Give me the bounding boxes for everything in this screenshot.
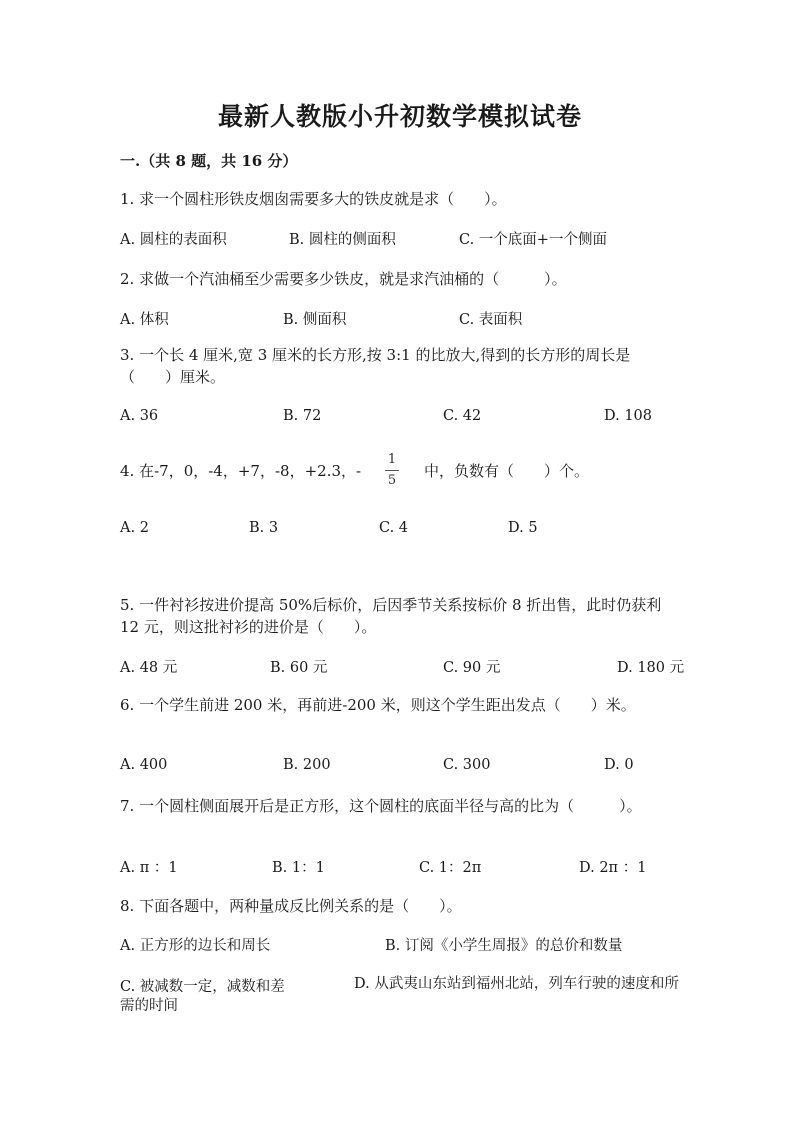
question-2: 2. 求做一个汽油桶至少需要多少铁皮，就是求汽油桶的（ ）。 [120,270,567,288]
exam-title: 最新人教版小升初数学模拟试卷 [217,102,582,131]
q4-option-d: D. 5 [508,520,538,536]
q5-option-d: D. 180 元 [617,660,685,676]
fraction-denominator: 5 [387,473,397,488]
q2-option-c: C. 表面积 [459,312,523,328]
q5-option-b: B. 60 元 [270,660,328,676]
q5-option-a: A. 48 元 [120,660,178,676]
q8-option-d: D. 从武夷山东站到福州北站，列车行驶的速度和所需的时间 [120,976,679,1014]
fraction-bar [385,470,399,471]
question-1: 1. 求一个圆柱形铁皮烟囱需要多大的铁皮就是求（ ）。 [120,190,507,208]
q3-option-c: C. 42 [443,408,482,424]
question-4-part2: 中，负数有（ ）个。 [424,462,590,480]
q6-option-b: B. 200 [283,757,331,773]
q4-option-b: B. 3 [249,520,279,536]
q4-option-a: A. 2 [120,520,149,536]
question-3: 3. 一个长 4 厘米,宽 3 厘米的长方形,按 3:1 的比放大,得到的长方形的周长是（ ）厘米。 [120,346,631,386]
q7-option-b: B. 1：1 [272,860,325,876]
question-8: 8. 下面各题中，两种量成反比例关系的是（ ）。 [120,897,462,915]
q6-option-a: A. 400 [120,757,168,773]
q2-option-a: A. 体积 [120,312,169,328]
section-heading: 一.（共 8 题，共 16 分） [120,152,298,170]
q1-option-c: C. 一个底面+一个侧面 [459,232,607,248]
q8-option-a: A. 正方形的边长和周长 [120,938,271,954]
q7-option-c: C. 1：2π [419,860,482,876]
q7-option-a: A. π ：1 [120,860,178,876]
q3-option-d: D. 108 [604,408,653,424]
q1-option-a: A. 圆柱的表面积 [120,232,227,248]
question-5: 5. 一件衬衫按进价提高 50%后标价，后因季节关系按标价 8 折出售，此时仍获利 12 元，则这批衬衫的进价是（ ）。 [120,596,662,636]
q1-option-b: B. 圆柱的侧面积 [289,232,396,248]
q7-option-d: D. 2π ：1 [579,860,647,876]
q6-option-c: C. 300 [443,757,491,773]
q8-option-c: C. 被减数一定，减数和差 [120,979,285,995]
q6-option-d: D. 0 [604,757,634,773]
fraction-numerator: 1 [387,452,397,467]
question-6: 6. 一个学生前进 200 米，再前进-200 米，则这个学生距出发点（ ）米。 [120,696,636,714]
q8-option-b: B. 订阅《小学生周报》的总价和数量 [385,938,623,954]
q4-option-c: C. 4 [379,520,409,536]
q2-option-b: B. 侧面积 [283,312,347,328]
fraction-one-fifth [383,452,401,489]
q3-option-b: B. 72 [283,408,322,424]
q3-option-a: A. 36 [120,408,159,424]
q5-option-c: C. 90 元 [443,660,501,676]
question-7: 7. 一个圆柱侧面展开后是正方形，这个圆柱的底面半径与高的比为（ ）。 [120,797,642,815]
question-4-part1: 4. 在-7，0，-4，+7，-8，+2.3，- [120,462,362,480]
